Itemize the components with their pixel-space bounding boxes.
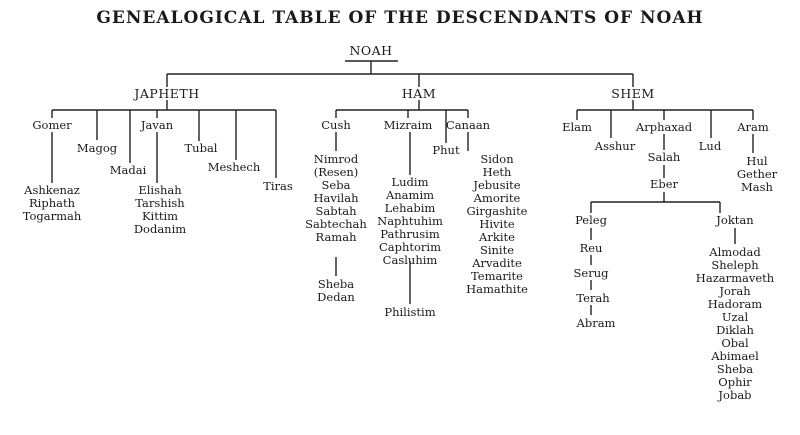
tiras-node: Tiras [263,179,293,193]
ham-node: HAM [401,86,437,101]
joktan-son: Almodad [709,245,761,259]
joktan-son: Hadoram [707,297,763,311]
aram-node: Aram [737,120,769,134]
canaan-son: Hivite [479,217,515,231]
shem-node: SHEM [611,86,655,101]
mizraim-sons-list [377,176,443,267]
javan-son: Dodanim [133,222,187,236]
gomer-son: Togarmah [22,209,82,223]
canaan-son: Heth [482,165,512,179]
mizraim-son: Ludim [391,175,429,189]
canaan-son: Arkite [479,230,515,244]
javan-son: Tarshish [135,196,185,210]
asshur-node: Asshur [594,139,636,153]
tubal-node: Tubal [184,141,218,155]
terah-node: Terah [576,291,610,305]
gomer-son: Ashkenaz [24,183,80,197]
aram-son: Hul [746,154,768,168]
aram-son: Mash [741,180,773,194]
javan-son: Elishah [138,183,182,197]
aram-sons-list [737,155,777,194]
arphaxad-node: Arphaxad [635,120,693,134]
abram-node: Abram [576,316,616,330]
joktan-son: Abimael [711,349,759,363]
joktan-node: Joktan [716,213,754,227]
japheth-node: JAPHETH [134,86,200,101]
philistim-node: Philistim [384,305,436,319]
peleg-node: Peleg [575,213,607,227]
joktan-son: Jobab [718,388,752,402]
reu-node: Reu [579,241,603,255]
mizraim-son: Caphtorim [378,240,442,254]
canaan-son: Sidon [480,152,514,166]
gomer-sons-list [23,184,82,223]
gomer-node: Gomer [32,118,72,132]
canaan-son: Jebusite [473,178,521,192]
canaan-sons-list [466,153,528,296]
cush-son: Havilah [313,191,359,205]
meshech-node: Meshech [207,160,261,174]
joktan-son: Uzal [721,310,749,324]
canaan-son: Girgashite [466,204,528,218]
cush-son: Sabtechah [305,217,367,231]
joktan-sons-list [696,246,774,402]
canaan-son: Amorite [473,191,521,205]
noah-node: NOAH [349,43,393,58]
eber-node: Eber [649,177,679,191]
canaan-son: Arvadite [472,256,522,270]
aram-son: Gether [736,167,778,181]
javan-node: Javan [140,118,174,132]
joktan-son: Sheleph [711,258,759,272]
joktan-son: Obal [721,336,749,350]
ramah-sons-list [317,278,355,304]
javan-son: Kittim [141,209,179,223]
madai-node: Madai [109,163,147,177]
cush-son: Seba [321,178,351,192]
ramah-son: Sheba [317,277,355,291]
javan-sons-list [134,184,186,236]
cush-sons-list [305,153,367,244]
elam-node: Elam [562,120,592,134]
canaan-son: Sinite [479,243,515,257]
ramah-son: Dedan [317,290,355,304]
canaan-node: Canaan [445,118,491,132]
magog-node: Magog [76,141,118,155]
cush-son: Sabtah [315,204,357,218]
diagram-title: GENEALOGICAL TABLE OF THE DESCENDANTS OF NOAH [96,8,704,28]
mizraim-son: Pathrusim [380,227,440,241]
joktan-son: Sheba [716,362,754,376]
joktan-son: Ophir [718,375,752,389]
canaan-son: Temarite [471,269,523,283]
gomer-son: Riphath [29,196,75,210]
cush-son: Ramah [315,230,357,244]
cush-son: (Resen) [313,165,359,179]
canaan-son: Hamathite [466,282,528,296]
salah-node: Salah [647,150,681,164]
serug-node: Serug [573,266,609,280]
mizraim-son: Anamim [385,188,435,202]
lud-node: Lud [698,139,722,153]
joktan-son: Jorah [719,284,751,298]
mizraim-node: Mizraim [383,118,433,132]
joktan-son: Diklah [716,323,754,337]
mizraim-son: Lehabim [384,201,436,215]
phut-node: Phut [432,143,460,157]
cush-node: Cush [321,118,351,132]
mizraim-son: Casluhim [382,253,438,267]
mizraim-son: Naphtuhim [377,214,443,228]
cush-son: Nimrod [313,152,359,166]
joktan-son: Hazarmaveth [695,271,775,285]
